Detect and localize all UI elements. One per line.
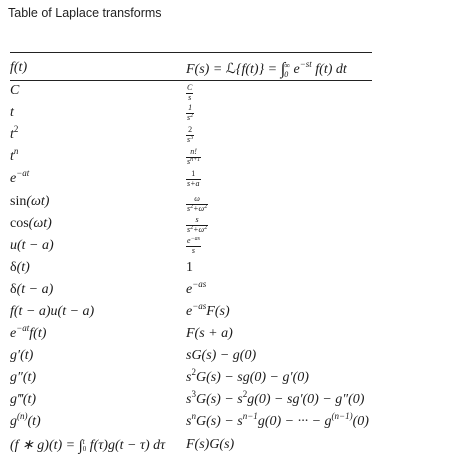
row-exp-left: $e^{-at}$ xyxy=(10,168,30,186)
row-t-n-left: $t^n$ xyxy=(10,146,19,164)
row-first-derivative-left: g′(t) xyxy=(10,348,34,363)
row-t-left: t xyxy=(10,105,14,120)
row-second-derivative-left: g″(t) xyxy=(10,370,37,385)
row-third-derivative-left: g‴(t) xyxy=(10,392,37,407)
row-convolution-right: F(s)G(s) xyxy=(186,437,235,452)
fraction-denominator: s+a xyxy=(187,178,200,188)
row-delta-shift-left: δ(t − a) xyxy=(10,282,54,297)
row-cos-left: cos(ωt) xyxy=(10,216,52,231)
row-delta-shift-right: $e^{-as}$ xyxy=(186,279,207,297)
integral-sign-icon: ∫ xyxy=(78,438,83,454)
fraction-numerator: 1 xyxy=(188,103,193,112)
integral-upper-limit: ∞ xyxy=(284,60,290,70)
integral-lower-limit: 0 xyxy=(284,69,289,79)
fraction-numerator: s xyxy=(195,215,199,224)
table-top-rule xyxy=(10,52,372,53)
integrand-e: e xyxy=(293,62,300,77)
laplace-script-L: ℒ xyxy=(225,62,236,77)
page-title: Table of Laplace transforms xyxy=(8,6,162,20)
fraction-numerator: 1 xyxy=(191,169,196,178)
row-freq-shift-left: $e^{-at}f(t)$ xyxy=(10,323,47,341)
row-second-derivative-right: $s^2G(s) - sg(0) - g'(0)$ xyxy=(186,367,309,385)
row-delta-left: δ(t) xyxy=(10,260,30,275)
fraction-denominator: $s^3$ xyxy=(187,134,194,144)
row-step-left: u(t − a) xyxy=(10,238,54,253)
fraction-numerator: n! xyxy=(190,147,197,156)
row-time-shift-left: f(t − a)u(t − a) xyxy=(10,304,95,319)
row-t-squared-right xyxy=(186,126,194,144)
fraction-denominator: $s^{n+1}$ xyxy=(187,156,201,166)
row-step-right xyxy=(186,237,201,255)
header-F-of-s: F(s) = xyxy=(186,62,226,77)
header-laplace-definition xyxy=(186,58,347,79)
row-cos-right xyxy=(186,216,208,234)
row-first-derivative-right: sG(s) − g(0) xyxy=(186,348,257,363)
fraction-numerator: 2 xyxy=(188,125,193,134)
row-nth-derivative-right: $s^nG(s) - s^{n-1}g(0)$ − ··· − $g^{(n-1)}(0)$ xyxy=(186,411,369,429)
row-convolution-left: (f ∗ g)(t) = ∫ t 0 f(τ)g(t − τ) dτ xyxy=(10,437,166,454)
row-sin-right xyxy=(186,195,208,213)
row-nth-derivative-left: $g^{(n)}(t)$ xyxy=(10,411,41,429)
header-time-domain: f(t) xyxy=(10,60,28,75)
row-sin-left: sin(ωt) xyxy=(10,194,50,209)
integral-sign-icon: ∫ xyxy=(280,59,286,78)
row-constant-left: C xyxy=(10,83,20,98)
row-t-squared-left: $t^2$ xyxy=(10,124,19,142)
fraction-denominator: $s^2+\omega^2$ xyxy=(187,224,208,234)
fraction-numerator: $e^{-as}$ xyxy=(187,236,200,245)
header-rule xyxy=(10,80,372,81)
row-t-right xyxy=(186,104,194,122)
row-t-n-right xyxy=(186,148,201,166)
fraction-numerator: C xyxy=(187,83,193,92)
fraction-denominator: s xyxy=(191,245,196,255)
row-freq-shift-right: F(s + a) xyxy=(186,326,233,341)
row-delta-right: 1 xyxy=(186,260,193,275)
fraction-numerator: ω xyxy=(194,194,200,203)
integrand-exponent: −st xyxy=(299,59,312,69)
header-brace: {f(t)} = xyxy=(235,62,281,77)
fraction-denominator: $s^2$ xyxy=(187,112,194,122)
row-third-derivative-right: $s^3G(s) - s^2g(0) - sg'(0) - g''(0)$ xyxy=(186,389,365,407)
integrand-tail: f(t) dt xyxy=(311,62,347,77)
row-exp-right xyxy=(186,170,201,188)
row-time-shift-right: $e^{-as}F(s)$ xyxy=(186,301,230,319)
fraction-denominator: s xyxy=(188,92,192,102)
fraction-denominator: $s^2+\omega^2$ xyxy=(187,203,208,213)
row-constant-right xyxy=(186,84,193,102)
